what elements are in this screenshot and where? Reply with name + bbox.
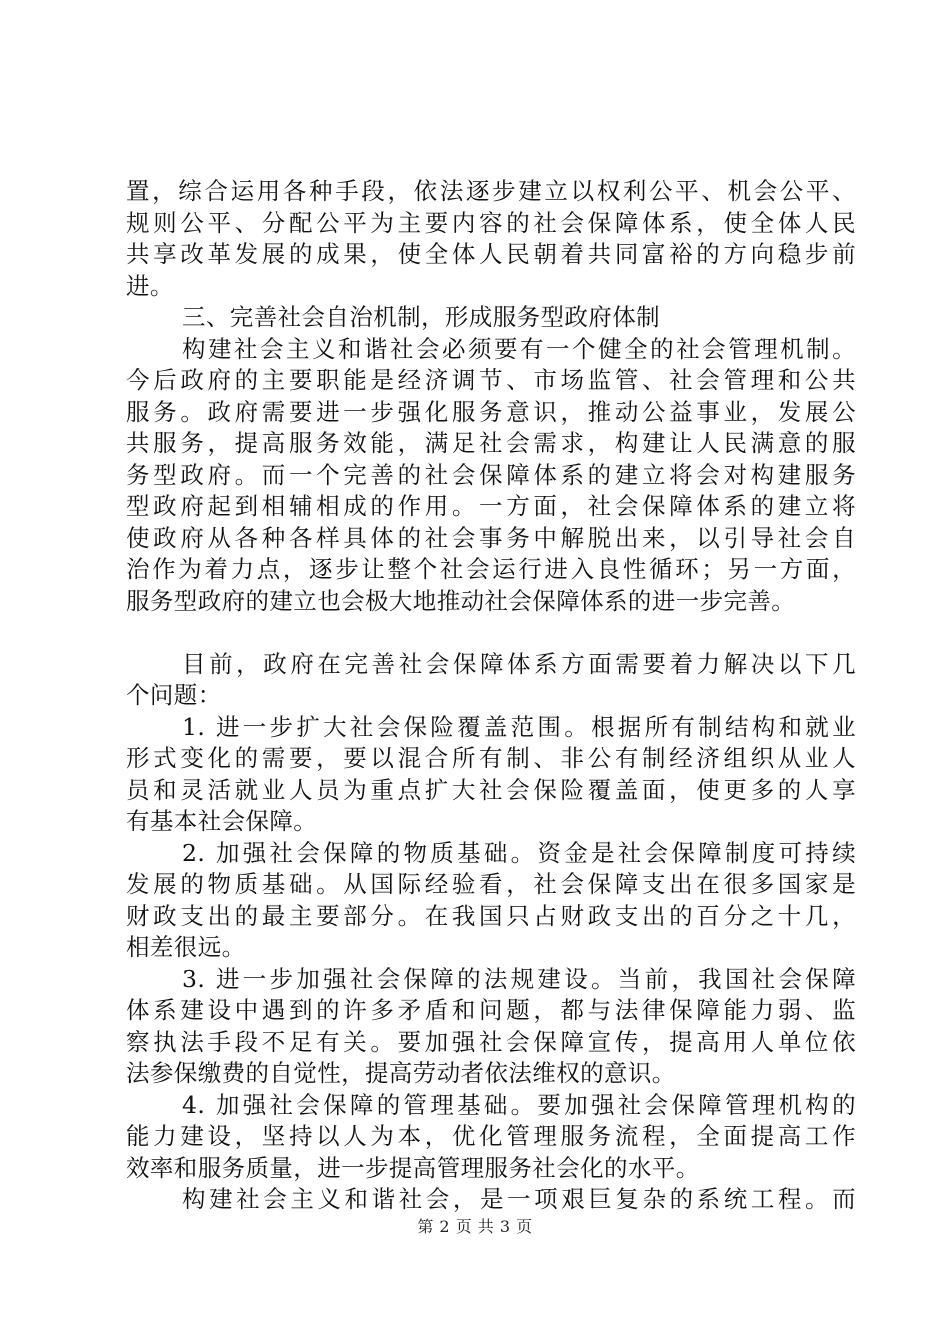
document-body xyxy=(126,176,856,1216)
text-line: 共享改革发展的成果，使全体人民朝着共同富裕的方向稳步前 xyxy=(126,240,856,268)
list-item-1: 1. 进一步扩大社会保险覆盖范围。根据所有制结构和就业 xyxy=(182,712,856,741)
text-line: 有基本社会保障。 xyxy=(126,807,318,835)
text-line: 形式变化的需要，要以混合所有制、非公有制经济组织从业人 xyxy=(126,744,856,772)
list-item-2: 2. 加强社会保障的物质基础。资金是社会保障制度可持续 xyxy=(182,838,856,867)
text-line: 共服务，提高服务效能，满足社会需求，构建让人民满意的服 xyxy=(126,429,856,457)
text-line: 构建社会主义和谐社会，是一项艰巨复杂的系统工程。而 xyxy=(182,1185,856,1213)
text-line: 型政府起到相辅相成的作用。一方面，社会保障体系的建立将 xyxy=(126,492,856,520)
text-line: 目前，政府在完善社会保障体系方面需要着力解决以下几 xyxy=(182,649,856,678)
text-line: 治作为着力点，逐步让整个社会运行进入良性循环；另一方面， xyxy=(126,555,856,583)
text-line: 构建社会主义和谐社会必须要有一个健全的社会管理机制。 xyxy=(182,334,856,363)
text-line: 察执法手段不足有关。要加强社会保障宣传，提高用人单位依 xyxy=(126,1027,856,1056)
text-line: 务型政府。而一个完善的社会保障体系的建立将会对构建服务 xyxy=(126,460,856,489)
text-line: 服务型政府的建立也会极大地推动社会保障体系的进一步完善。 xyxy=(126,586,796,615)
list-item-3: 3. 进一步加强社会保障的法规建设。当前，我国社会保障 xyxy=(182,964,856,993)
text-line: 置，综合运用各种手段，依法逐步建立以权利公平、机会公平、 xyxy=(126,177,856,205)
list-item-4: 4. 加强社会保障的管理基础。要加强社会保障管理机构的 xyxy=(182,1090,856,1119)
text-line: 今后政府的主要职能是经济调节、市场监管、社会管理和公共 xyxy=(126,366,856,394)
text-line: 规则公平、分配公平为主要内容的社会保障体系，使全体人民 xyxy=(126,208,856,237)
text-line: 相差很远。 xyxy=(126,933,246,961)
text-line: 效率和服务质量，进一步提高管理服务社会化的水平。 xyxy=(126,1153,700,1182)
text-line: 发展的物质基础。从国际经验看，社会保障支出在很多国家是 xyxy=(126,870,856,898)
paragraph-gap xyxy=(126,617,856,649)
text-line: 体系建设中遇到的许多矛盾和问题，都与法律保障能力弱、监 xyxy=(126,996,856,1024)
text-line: 法参保缴费的自觉性，提高劳动者依法维权的意识。 xyxy=(126,1059,676,1087)
text-line: 使政府从各种各样具体的社会事务中解脱出来，以引导社会自 xyxy=(126,523,856,552)
text-line: 能力建设，坚持以人为本，优化管理服务流程，全面提高工作 xyxy=(126,1122,856,1150)
text-line: 财政支出的最主要部分。在我国只占财政支出的百分之十几， xyxy=(126,901,856,930)
section-heading: 三、完善社会自治机制，形成服务型政府体制 xyxy=(182,303,660,331)
text-line: 服务。政府需要进一步强化服务意识，推动公益事业，发展公 xyxy=(126,397,856,426)
page-footer: 第 2 页 共 3 页 xyxy=(417,1217,533,1236)
text-line: 个问题： xyxy=(126,681,222,709)
text-line: 员和灵活就业人员为重点扩大社会保险覆盖面，使更多的人享 xyxy=(126,775,856,804)
text-line: 进。 xyxy=(126,271,174,300)
